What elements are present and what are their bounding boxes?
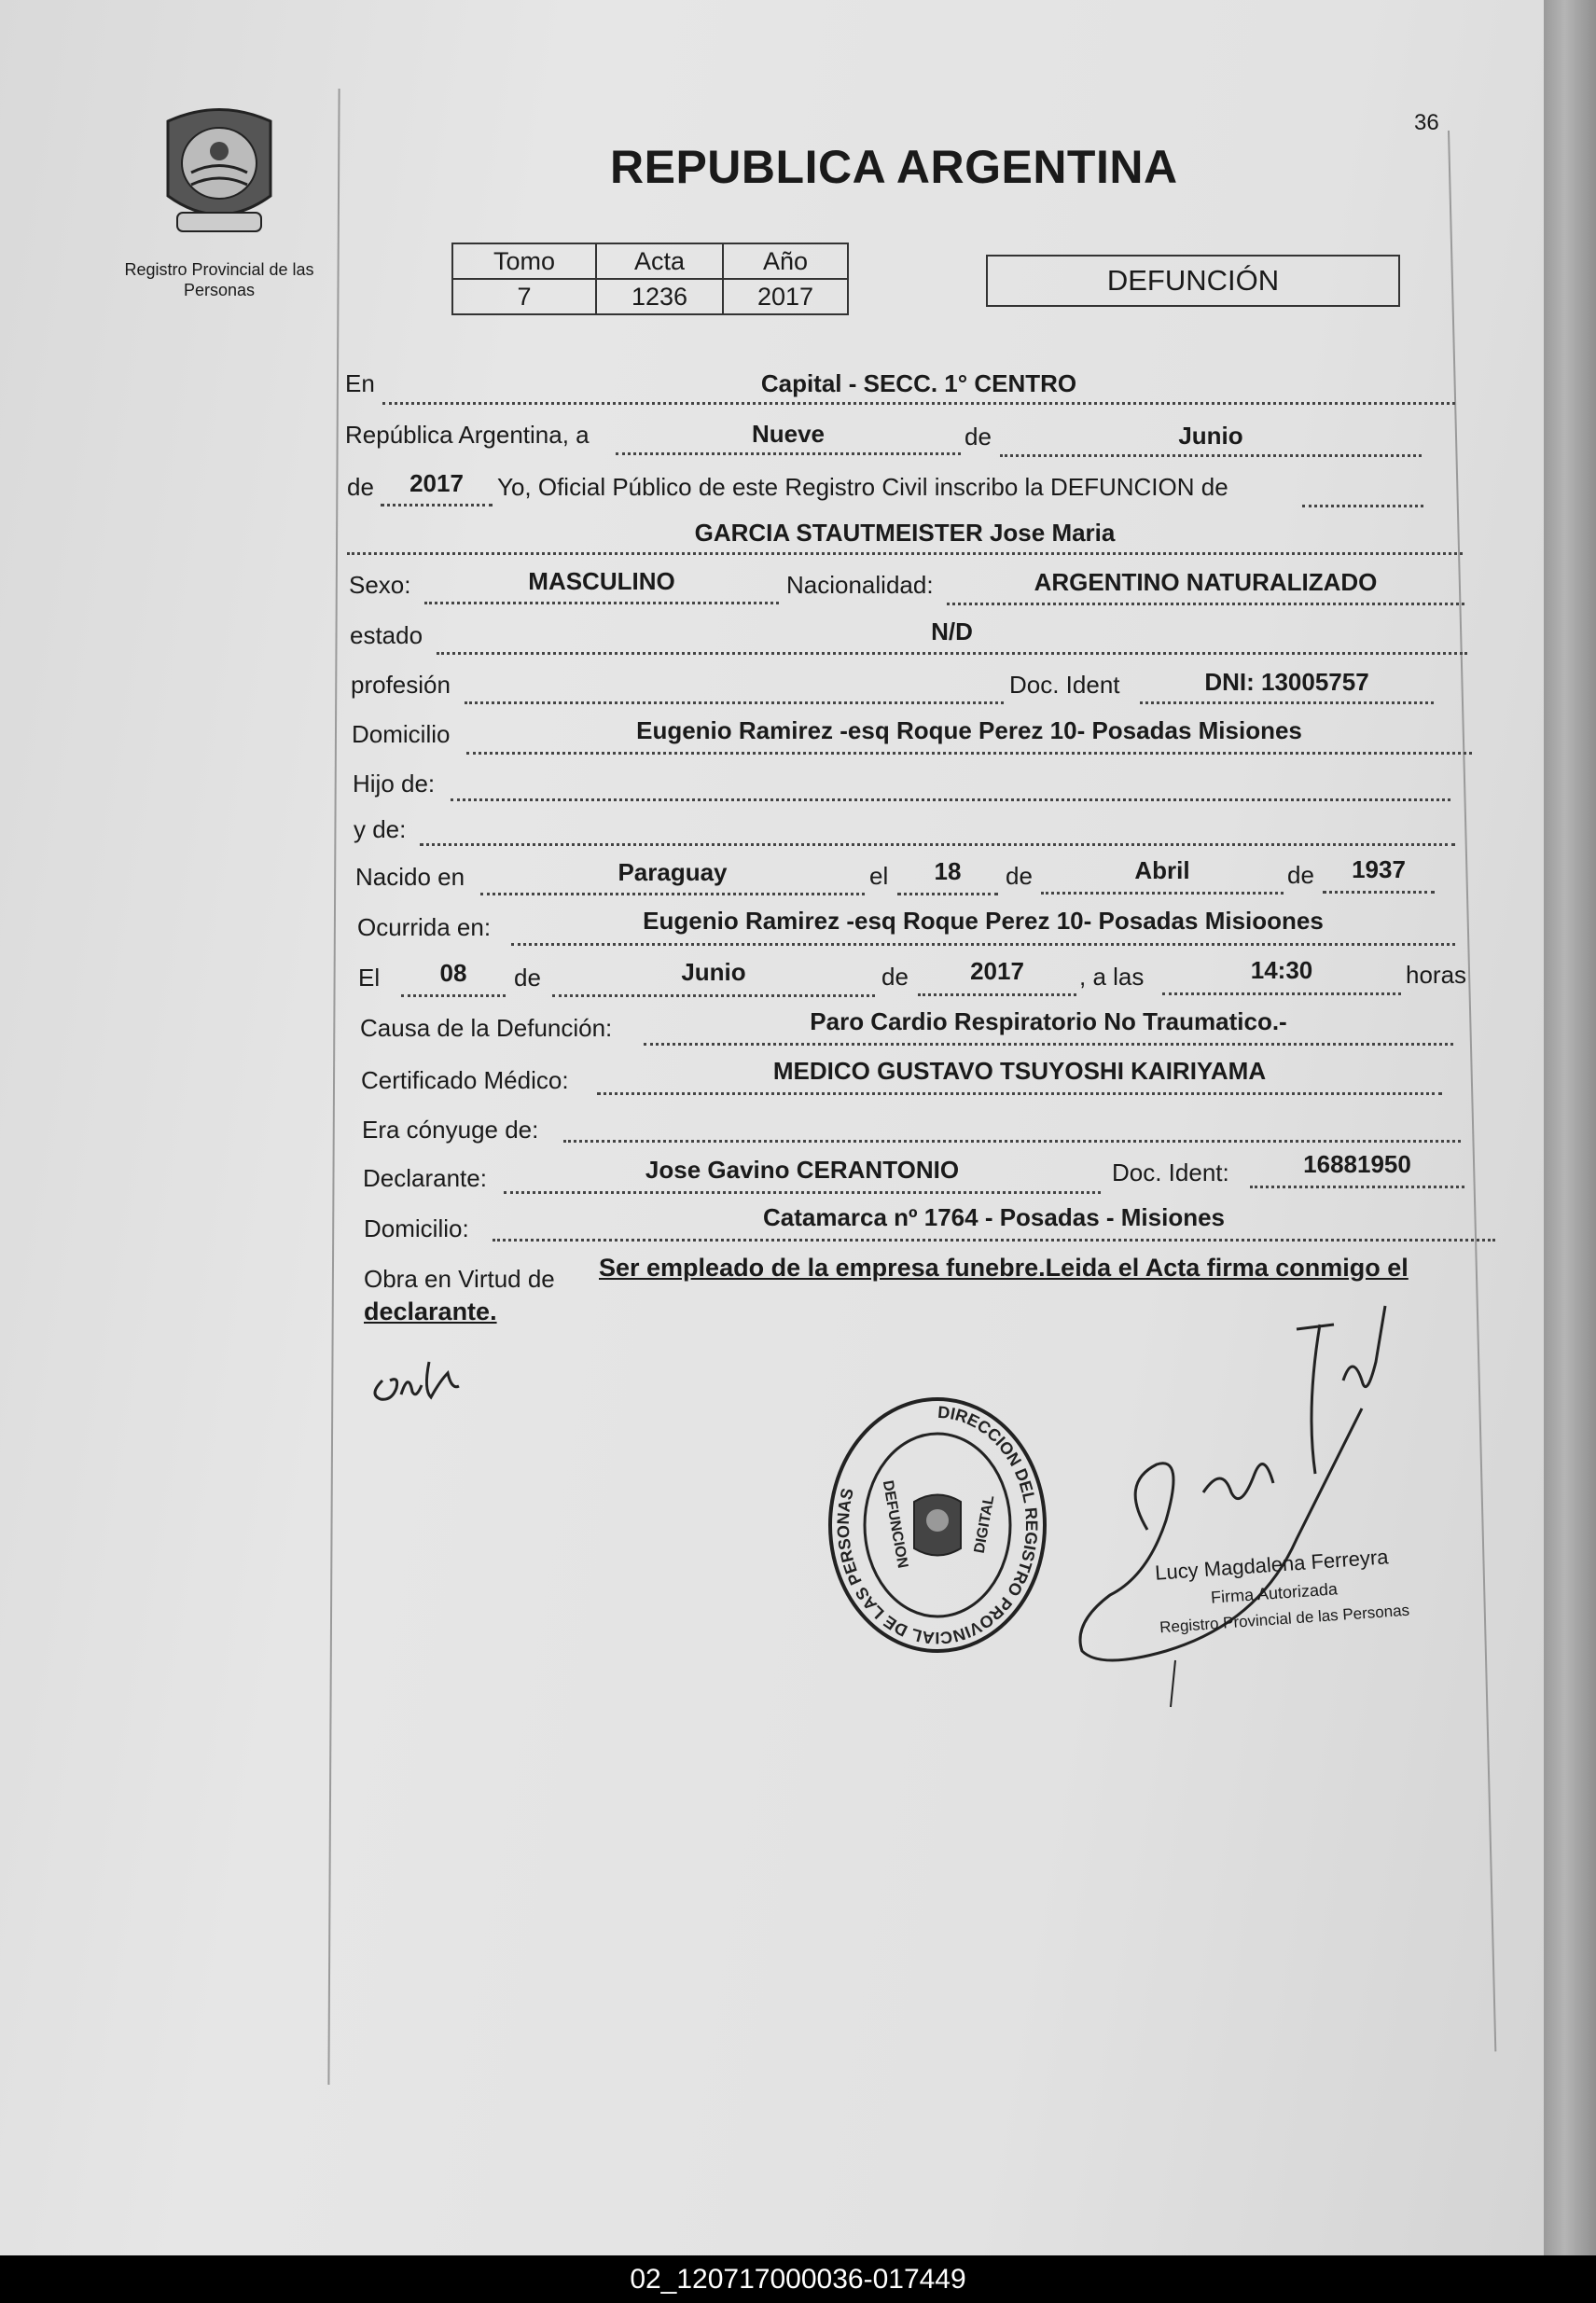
hora-value: 14:30 (1250, 956, 1313, 984)
doc-value: DNI: 13005757 (1204, 668, 1369, 696)
nacido-value: Paraguay (618, 858, 728, 886)
de-label-4: de (1287, 861, 1314, 889)
declarante-label: Declarante: (363, 1164, 487, 1192)
estado-line (437, 652, 1467, 655)
initials-mark-icon (364, 1343, 485, 1408)
mes-value: Junio (1178, 422, 1243, 450)
causa-value: Paro Cardio Respiratorio No Traumatico.- (810, 1007, 1287, 1035)
certificado-line (597, 1092, 1442, 1095)
obra-value: Ser empleado de la empresa funebre.Leida el Acta firma conmigo el (599, 1254, 1409, 1282)
page-edge (1544, 0, 1596, 2255)
obra-value-2: declarante. (364, 1297, 497, 1325)
defuncion-box: DEFUNCIÓN (986, 255, 1400, 307)
stamp-ring-text: DIRECCION DEL REGISTRO PROVINCIAL DE LAS PERSONAS (833, 1402, 1041, 1648)
stamp-inner-right: DIGITAL (971, 1493, 998, 1555)
profesion-line (465, 701, 1004, 704)
declarante-value: Jose Gavino CERANTONIO (645, 1156, 960, 1184)
decl-doc-line (1250, 1186, 1464, 1188)
fall-anio-line (918, 993, 1076, 996)
decl-doc-label: Doc. Ident: (1112, 1158, 1229, 1186)
sexo-value: MASCULINO (528, 567, 675, 595)
nacido-label: Nacido en (355, 863, 465, 891)
dia-value: Nueve (751, 420, 826, 448)
conyuge-line (563, 1140, 1461, 1143)
yde-line (420, 843, 1455, 846)
ocurrida-line (511, 943, 1455, 946)
hora-line (1162, 992, 1401, 995)
domicilio-value: Eugenio Ramirez -esq Roque Perez 10- Posadas Misiones (636, 716, 1302, 744)
yo-text: Yo, Oficial Público de este Registro Civil inscribo la DEFUNCION de (497, 473, 1228, 501)
El-label: El (358, 964, 381, 992)
anio-header: Año (723, 243, 848, 279)
el-label: el (869, 862, 889, 890)
hijo-label: Hijo de: (353, 770, 436, 798)
domicilio-label: Domicilio (352, 720, 451, 748)
en-value: Capital - SECC. 1° CENTRO (760, 369, 1077, 397)
tomo-value: 7 (452, 279, 596, 314)
sexo-line (424, 602, 779, 604)
signature-role: Firma Autorizada (1210, 1579, 1339, 1607)
fall-dia-line (401, 994, 506, 997)
doc-line (1140, 701, 1434, 704)
footer-code: 02_120717000036-017449 (0, 2255, 1596, 2303)
dia-line (616, 452, 961, 455)
decl-dom-line (493, 1239, 1495, 1242)
yo-line-end (1302, 505, 1423, 507)
document-title: REPUBLICA ARGENTINA (610, 141, 1178, 193)
nombre-value: GARCIA STAUTMEISTER Jose Maria (694, 519, 1116, 547)
tomo-header: Tomo (452, 243, 596, 279)
page-number: 36 (1414, 110, 1439, 135)
de-label-3: de (1006, 862, 1033, 890)
de-label-2: de (347, 473, 374, 501)
horas-label: horas (1406, 961, 1467, 989)
estado-value: N/D (931, 617, 973, 645)
en-line (382, 402, 1455, 405)
hijo-line (451, 798, 1450, 801)
certificado-value: MEDICO GUSTAVO TSUYOSHI KAIRIYAMA (772, 1057, 1267, 1085)
nac-anio-value: 1937 (1352, 855, 1406, 883)
ocurrida-label: Ocurrida en: (357, 913, 492, 941)
nacionalidad-line (947, 603, 1464, 605)
nacionalidad-value: ARGENTINO NATURALIZADO (1034, 568, 1378, 596)
nombre-line (347, 552, 1463, 555)
doc-label: Doc. Ident (1009, 671, 1120, 699)
registro-provincial-label: Registro Provincial de las Personas (124, 260, 314, 299)
alas-label: , a las (1079, 963, 1145, 991)
stamp-inner-left: DEFUNCION (879, 1478, 911, 1570)
decl-doc-value: 16881950 (1303, 1150, 1411, 1178)
signature-org: Registro Provincial de las Personas (1159, 1601, 1410, 1637)
de-label-6: de (881, 963, 909, 991)
misiones-emblem-icon (149, 93, 289, 243)
official-stamp-icon (821, 1380, 1054, 1679)
nac-mes-value: Abril (1134, 856, 1190, 884)
fall-mes-value: Junio (681, 958, 746, 986)
en-label: En (345, 369, 375, 397)
profesion-label: profesión (351, 671, 451, 699)
tomo-acta-anio-table (451, 243, 849, 315)
signature-name: Lucy Magdalena Ferreyra (1154, 1545, 1390, 1585)
sexo-label: Sexo: (349, 571, 411, 599)
causa-label: Causa de la Defunción: (360, 1014, 613, 1042)
ocurrida-value: Eugenio Ramirez -esq Roque Perez 10- Posadas Misioones (643, 907, 1324, 935)
nac-mes-line (1041, 892, 1284, 895)
causa-line (644, 1043, 1453, 1046)
nac-anio-line (1323, 891, 1435, 894)
fall-dia-value: 08 (439, 959, 467, 987)
yde-label: y de: (354, 815, 407, 843)
nacionalidad-label: Nacionalidad: (786, 571, 934, 599)
fall-anio-value: 2017 (970, 957, 1024, 985)
fall-mes-line (552, 994, 875, 997)
certificado-label: Certificado Médico: (361, 1066, 569, 1094)
anio-value: 2017 (723, 279, 848, 314)
decl-dom-label: Domicilio: (364, 1214, 469, 1242)
signature-icon (1054, 1297, 1446, 1726)
republica-label: República Argentina, a (345, 421, 590, 449)
anio-registro-value: 2017 (409, 469, 464, 497)
anio-line (381, 504, 493, 506)
nacido-line (480, 893, 865, 895)
acta-header: Acta (596, 243, 723, 279)
declarante-line (504, 1191, 1101, 1194)
de-label-1: de (965, 423, 992, 451)
obra-label: Obra en Virtud de (364, 1265, 555, 1293)
decl-dom-value: Catamarca nº 1764 - Posadas - Misiones (762, 1203, 1226, 1231)
acta-value: 1236 (596, 279, 723, 314)
nac-dia-line (897, 893, 998, 895)
conyuge-label: Era cónyuge de: (362, 1116, 539, 1144)
domicilio-line (466, 752, 1472, 755)
nac-dia-value: 18 (934, 857, 962, 885)
estado-label: estado (350, 621, 423, 649)
mes-line (1000, 454, 1422, 457)
de-label-5: de (514, 964, 541, 992)
